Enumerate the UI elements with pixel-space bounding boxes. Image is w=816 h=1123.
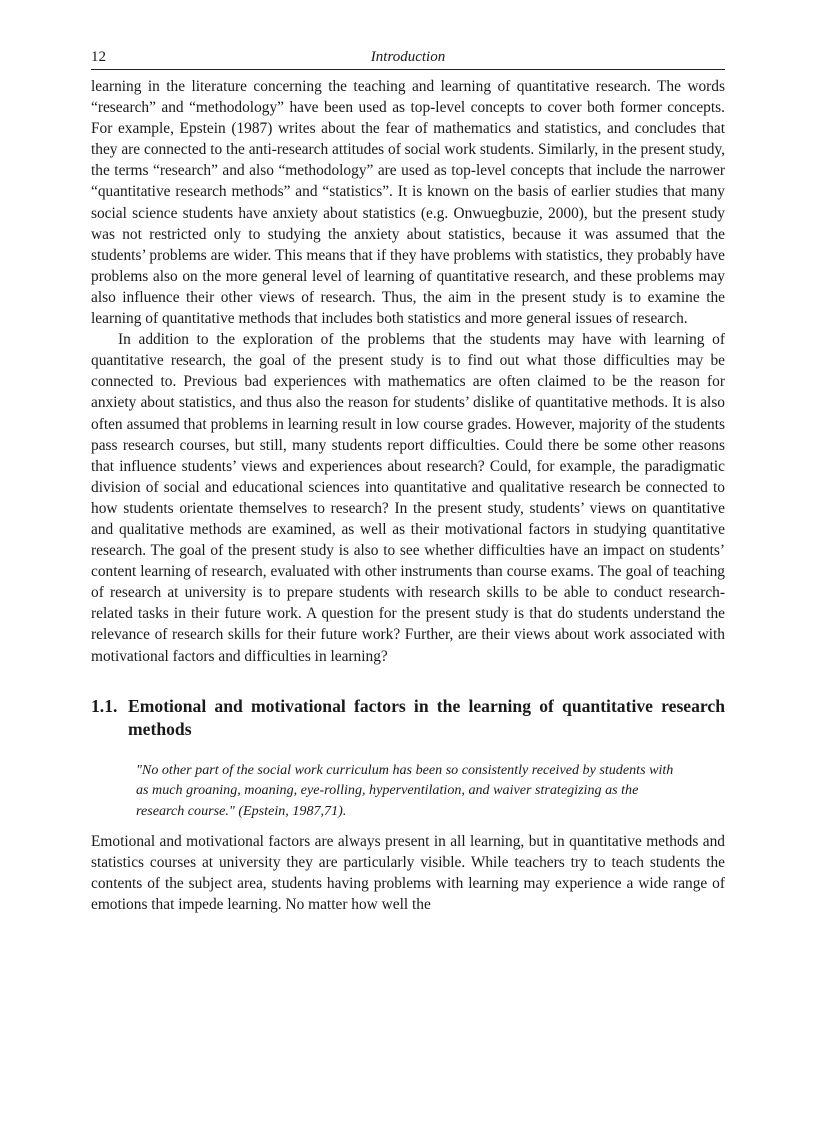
running-title: Introduction: [370, 49, 446, 65]
body-text: [91, 76, 725, 667]
running-header: [91, 47, 725, 70]
page: [91, 47, 725, 916]
section-number: 1.1.: [91, 695, 118, 716]
body-text-section: [91, 831, 725, 915]
section-title: Emotional and motivational factors in the learning of quantitative research methods: [128, 695, 725, 740]
paragraph-continued: learning in the literature concerning the teaching and learning of quantitative research. The words “research” and “methodology” have been used as top-level concepts to cover both former concepts. For example, Epstein (1987) writes about the fear of mathematics and statistics, and concludes that they are connected to the anti-research attitudes of social work students. Similarly, in the present study, the terms “research” and also “methodology” are used as top-level concepts that include the narrower “quantitative research methods” and “statistics”. It is known on the basis of earlier studies that many social science students have anxiety about statistics (e.g. Onwuegbuzie, 2000), but the present study was not restricted only to studying the anxiety about statistics, because it was assumed that the students’ problems are wider. This means that if they have problems with statistics, they probably have problems also on the more general level of learning of quantitative research, and these problems may also influence their other views of research. Thus, the aim in the present study is to examine the learning of quantitative methods that includes both statistics and more general issues of research.: [91, 78, 725, 328]
section-heading: [91, 695, 725, 742]
paragraph-section-intro: Emotional and motivational factors are always present in all learning, but in quantitative methods and statistics courses at university they are particularly visible. While teachers try to teach students the contents of the subject area, students having problems with learning may experience a wide range of emotions that impede learning. No matter how well the: [91, 833, 725, 914]
page-number: 12: [91, 49, 106, 65]
epigraph-quote: [136, 760, 680, 822]
epigraph-text: "No other part of the social work curriculum has been so consistently received by students with as much groaning, moaning, eye-rolling, hyperventilation, and waiver strategizing as the research course." (Epstein, 1987,71).: [136, 761, 674, 819]
paragraph-goals: In addition to the exploration of the problems that the students may have with learning of quantitative research, the goal of the present study is to find out what those difficulties may be connected to. Previous bad experiences with mathematics are often claimed to be the reason for anxiety about statistics, and thus also the reason for students’ dislike of quantitative methods. It is also often assumed that problems in learning result in low course grades. However, majority of the students pass research courses, but still, many students report difficulties. Could there be some other reasons that influence students’ views and experiences about research? Could, for example, the paradigmatic division of social and educational sciences into quantitative and qualitative research be connected to how students orientate themselves to research? In the present study, students’ views on quantitative and qualitative methods are examined, as well as their motivational factors in studying quantitative research. The goal of the present study is also to see whether difficulties have an impact on students’ content learning of research, evaluated with other instruments than course exams. The goal of teaching of research at university is to prepare students with research skills to be able to conduct research-related tasks in their future work. A question for the present study is that do students understand the relevance of research skills for their future work? Further, are their views about work associated with motivational factors and difficulties in learning?: [91, 331, 725, 665]
